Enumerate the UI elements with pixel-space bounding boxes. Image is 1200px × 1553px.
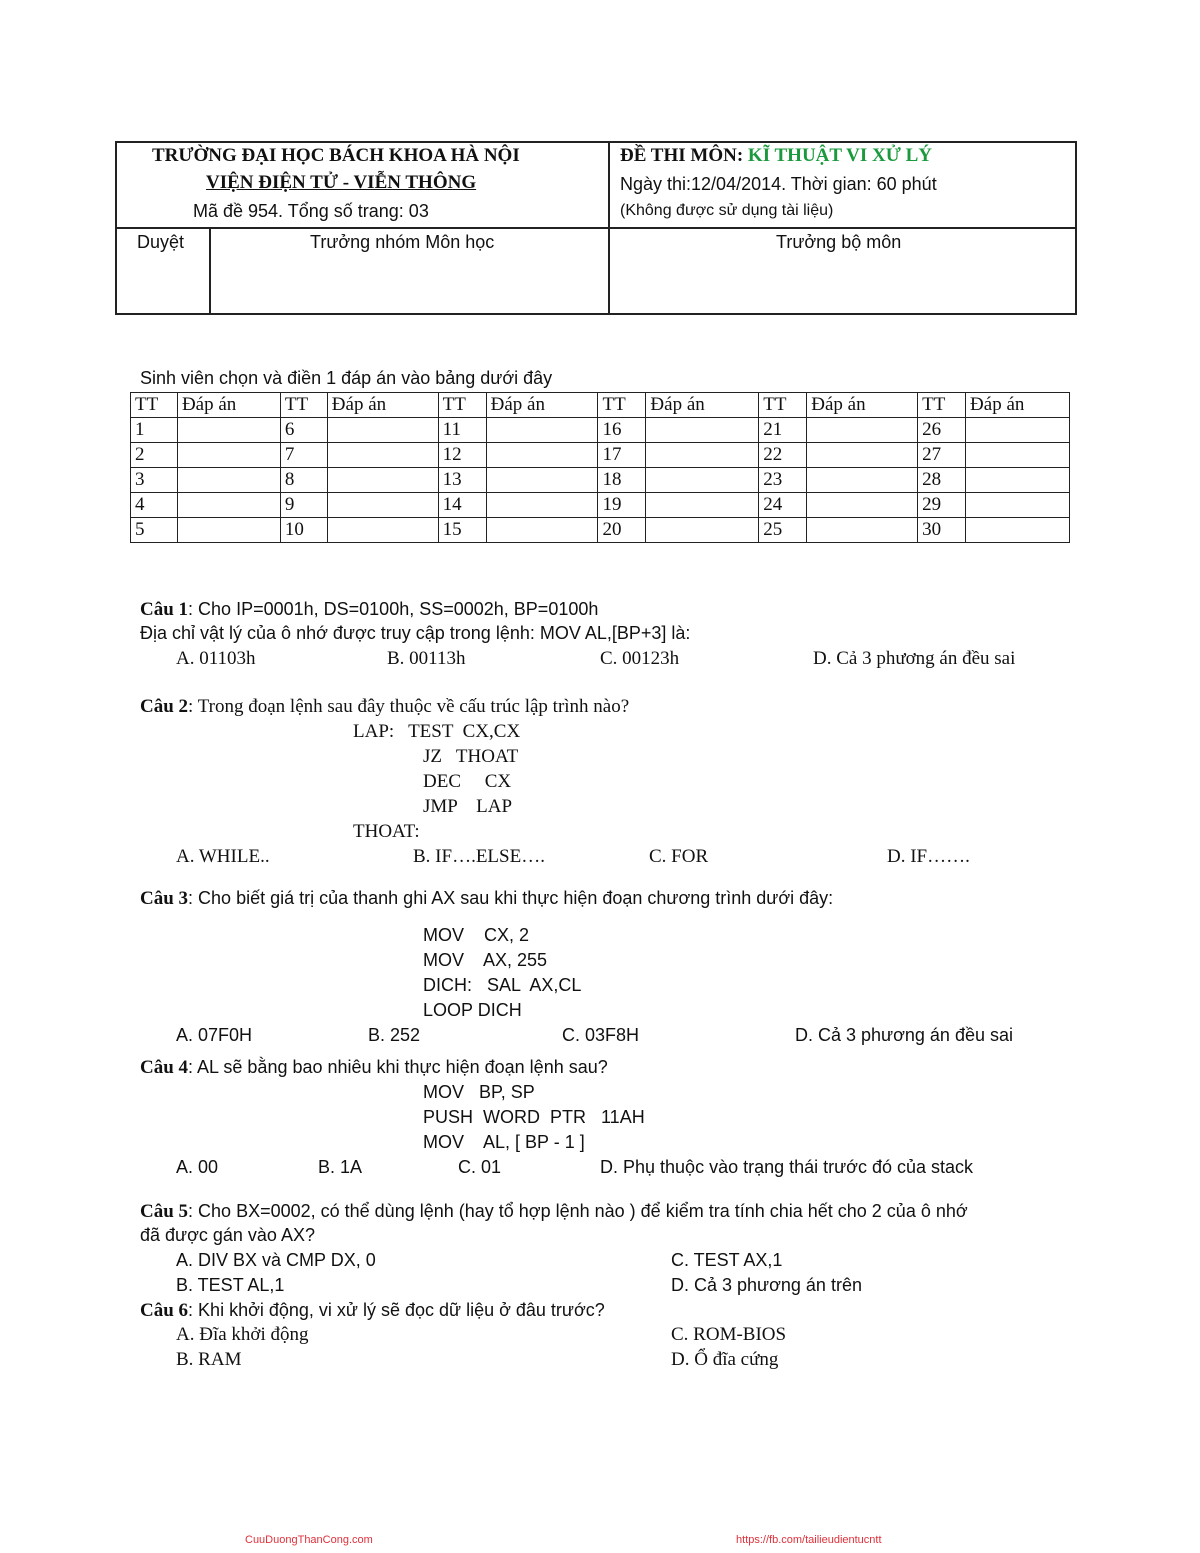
answer-cell[interactable] [486,518,598,543]
q1-stem [140,597,598,622]
q6-text: : Khi khởi động, vi xử lý sẽ đọc dữ liệu ở đâu trước? [188,1300,605,1320]
question-number: 14 [438,493,486,518]
q3-code-line: DICH: SAL AX,CL [423,975,582,995]
q2-option-a[interactable]: A. WHILE.. [176,846,270,867]
q3-code-line: LOOP DICH [423,1000,522,1020]
answer-cell[interactable] [327,518,438,543]
question-number: 18 [598,468,646,493]
answer-cell[interactable] [966,518,1070,543]
answer-instruction: Sinh viên chọn và điền 1 đáp án vào bảng dưới đây [140,368,553,388]
answer-cell[interactable] [177,493,280,518]
q2-code-line: JZ THOAT [423,746,519,767]
q1-option-a[interactable]: A. 01103h [176,648,256,669]
question-number: 8 [280,468,327,493]
answer-cell[interactable] [177,468,280,493]
answer-cell[interactable] [646,443,759,468]
col-answer: Đáp án [177,393,280,418]
q4-option-b[interactable]: B. 1A [318,1157,363,1177]
col-answer: Đáp án [646,393,759,418]
footer-right-link[interactable]: https://fb.com/tailieudientucntt [736,1534,882,1546]
q4-code-line: PUSH WORD PTR 11AH [423,1107,645,1127]
question-number: 13 [438,468,486,493]
question-number: 28 [918,468,966,493]
footer-left-link[interactable]: CuuDuongThanCong.com [245,1534,373,1546]
answer-cell[interactable] [646,493,759,518]
answer-cell[interactable] [486,493,598,518]
question-number: 10 [280,518,327,543]
question-number: 15 [438,518,486,543]
dept-head-label: Trưởng bộ môn [776,232,902,252]
answer-cell[interactable] [486,468,598,493]
col-tt: TT [131,393,178,418]
question-number: 26 [918,418,966,443]
question-number: 5 [131,518,178,543]
answer-cell[interactable] [646,468,759,493]
q4-option-a[interactable]: A. 00 [176,1157,219,1177]
answer-cell[interactable] [327,468,438,493]
q1-label: Câu 1 [140,599,189,620]
col-tt: TT [918,393,966,418]
question-number: 4 [131,493,178,518]
q3-option-d[interactable]: D. Cả 3 phương án đều sai [795,1025,1013,1045]
col-tt: TT [598,393,646,418]
question-number: 27 [918,443,966,468]
q5-text2: đã được gán vào AX? [140,1225,315,1245]
question-number: 1 [131,418,178,443]
q1-text2: Địa chỉ vật lý của ô nhớ được truy cập trong lệnh: MOV AL,[BP+3] là: [140,623,691,643]
q6-option-b[interactable]: B. RAM [176,1349,242,1370]
answer-cell[interactable] [807,468,918,493]
answer-cell[interactable] [966,493,1070,518]
q5-option-b[interactable]: B. TEST AL,1 [176,1275,285,1295]
answer-cell[interactable] [807,493,918,518]
approve-divider [209,227,211,315]
answer-cell[interactable] [327,443,438,468]
q6-option-c[interactable]: C. ROM-BIOS [671,1324,787,1345]
question-number: 16 [598,418,646,443]
answer-cell[interactable] [486,418,598,443]
table-row [131,493,1070,518]
question-number: 21 [759,418,807,443]
q6-label: Câu 6 [140,1300,189,1321]
q2-stem [140,695,629,719]
header-divider-horizontal [115,227,1077,229]
answer-cell[interactable] [327,493,438,518]
q3-code-line: MOV AX, 255 [423,950,548,970]
q4-label: Câu 4 [140,1057,189,1078]
answer-cell[interactable] [807,443,918,468]
school-name: TRƯỜNG ĐẠI HỌC BÁCH KHOA HÀ NỘI [152,145,520,166]
exam-subject: KĨ THUẬT VI XỬ LÝ [747,145,932,166]
q4-stem [140,1055,608,1080]
q5-option-c[interactable]: C. TEST AX,1 [671,1250,783,1270]
exam-title-prefix: ĐỀ THI MÔN: [620,145,748,166]
exam-note: (Không được sử dụng tài liệu) [620,202,834,219]
question-number: 12 [438,443,486,468]
answer-cell[interactable] [646,418,759,443]
q2-code-line: THOAT: [353,821,420,842]
answer-table-header [131,393,1070,418]
q4-option-d[interactable]: D. Phụ thuộc vào trạng thái trước đó của stack [600,1157,974,1177]
answer-cell[interactable] [966,418,1070,443]
institute-name: VIỆN ĐIỆN TỬ - VIỄN THÔNG [206,172,477,193]
question-number: 24 [759,493,807,518]
q1-option-c[interactable]: C. 00123h [600,648,680,669]
col-answer: Đáp án [486,393,598,418]
question-number: 9 [280,493,327,518]
q2-text: : Trong đoạn lệnh sau đây thuộc về cấu trúc lập trình nào? [188,696,630,717]
answer-cell[interactable] [327,418,438,443]
table-row [131,518,1070,543]
q3-text: : Cho biết giá trị của thanh ghi AX sau khi thực hiện đoạn chương trình dưới đây: [188,888,834,908]
q1-text: : Cho IP=0001h, DS=0100h, SS=0002h, BP=0100h [188,599,599,619]
col-answer: Đáp án [807,393,918,418]
question-number: 25 [759,518,807,543]
col-answer: Đáp án [966,393,1070,418]
group-head-label: Trưởng nhóm Môn học [310,232,495,252]
question-number: 23 [759,468,807,493]
col-answer: Đáp án [327,393,438,418]
q2-code-line: JMP LAP [423,796,513,817]
q4-code-line: MOV BP, SP [423,1082,535,1102]
question-number: 17 [598,443,646,468]
question-number: 30 [918,518,966,543]
answer-cell[interactable] [177,418,280,443]
col-tt: TT [280,393,327,418]
answer-cell[interactable] [177,518,280,543]
q5-option-a[interactable]: A. DIV BX và CMP DX, 0 [176,1250,376,1270]
question-number: 11 [438,418,486,443]
q3-option-b[interactable]: B. 252 [368,1025,421,1045]
q5-text: : Cho BX=0002, có thể dùng lệnh (hay tổ hợp lệnh nào ) để kiểm tra tính chia hết cho 2 của ô nhớ [188,1201,968,1221]
q2-option-b[interactable]: B. IF….ELSE…. [413,846,545,867]
answer-cell[interactable] [966,443,1070,468]
question-number: 19 [598,493,646,518]
question-number: 3 [131,468,178,493]
col-tt: TT [438,393,486,418]
q4-code-line: MOV AL, [ BP - 1 ] [423,1132,585,1152]
question-number: 22 [759,443,807,468]
q6-option-a[interactable]: A. Đĩa khởi động [176,1324,309,1345]
col-tt: TT [759,393,807,418]
answer-cell[interactable] [966,468,1070,493]
q5-option-d[interactable]: D. Cả 3 phương án trên [671,1275,862,1295]
question-number: 6 [280,418,327,443]
q3-option-a[interactable]: A. 07F0H [176,1025,253,1045]
q6-option-d[interactable]: D. Ổ đĩa cứng [671,1349,779,1370]
q2-option-d[interactable]: D. IF……. [887,846,970,867]
question-number: 29 [918,493,966,518]
q5-stem [140,1199,968,1224]
q1-option-b[interactable]: B. 00113h [387,648,466,669]
answer-table [130,392,1070,543]
answer-cell[interactable] [807,518,918,543]
answer-cell[interactable] [646,518,759,543]
q3-stem [140,886,833,911]
answer-cell[interactable] [177,443,280,468]
q4-text: : AL sẽ bằng bao nhiêu khi thực hiện đoạn lệnh sau? [188,1057,608,1077]
q6-stem [140,1298,605,1323]
table-row [131,418,1070,443]
exam-title [620,145,932,167]
question-number: 2 [131,443,178,468]
answer-cell[interactable] [486,443,598,468]
q5-label: Câu 5 [140,1201,189,1222]
q3-code-line: MOV CX, 2 [423,925,530,945]
q1-option-d[interactable]: D. Cả 3 phương án đều sai [813,648,1016,669]
q4-option-c[interactable]: C. 01 [458,1157,502,1177]
q2-label: Câu 2 [140,696,189,717]
question-number: 20 [598,518,646,543]
q2-option-c[interactable]: C. FOR [649,846,709,867]
q3-option-c[interactable]: C. 03F8H [562,1025,640,1045]
table-row [131,443,1070,468]
q2-code-line: DEC CX [423,771,512,792]
approve-label: Duyệt [137,232,185,252]
question-number: 7 [280,443,327,468]
answer-cell[interactable] [807,418,918,443]
q2-code-line: LAP: TEST CX,CX [353,721,521,742]
exam-date-line: Ngày thi:12/04/2014. Thời gian: 60 phút [620,174,937,194]
table-row [131,468,1070,493]
exam-code: Mã đề 954. Tổng số trang: 03 [193,201,429,221]
q3-label: Câu 3 [140,888,189,909]
